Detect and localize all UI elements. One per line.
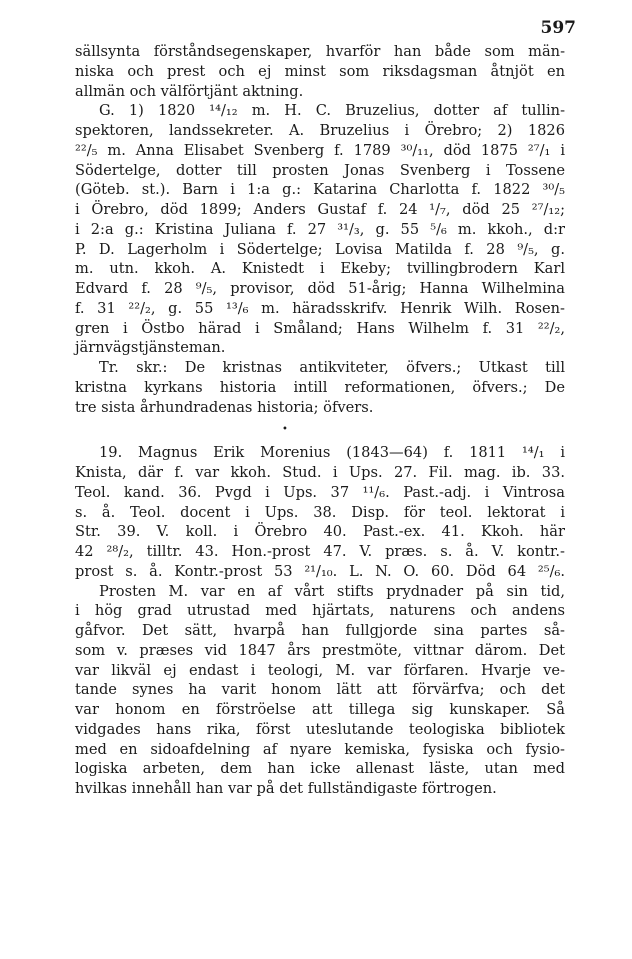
entry-morenius [75,443,565,581]
text-line: 42 ²⁸/₂, tilltr. 43. Hon.-prost 47. V. præs. s. å. V. kontr.- [75,543,565,560]
section-separator [75,417,565,443]
text-line: s. å. Teol. docent i Ups. 38. Disp. för teol. lektorat i [75,503,565,521]
text-line: var likväl ej endast i teologi, M. var förfaren. Hvarje ve- [75,661,565,679]
text-line: gren i Östbo härad i Småland; Hans Wilhelm f. 31 ²²/₂, [75,319,565,337]
text-line: i Örebro, död 1899; Anders Gustaf f. 24 ¹/₇, död 25 ²⁷/₁₂; [75,201,565,218]
text-line: G. 1) 1820 ¹⁴/₁₂ m. H. C. Bruzelius, dotter af tullin- [99,102,565,120]
text-line: prost s. å. Kontr.-prost 53 ²¹/₁₀. L. N. O. 60. Död 64 ²⁵/₆. [75,562,565,580]
page-number: 597 [540,18,576,38]
text-line: som v. præses vid 1847 års prestmöte, vittnar därom. Det [75,641,565,659]
paragraph-writings [75,358,565,417]
text-line: med en sidoafdelning af nyare kemiska, fysiska och fysio- [75,740,565,758]
text-line: Knista, där f. var kkoh. Stud. i Ups. 27. Fil. mag. ib. 33. [75,464,565,481]
text-line: Str. 39. V. koll. i Örebro 40. Past.-ex. 41. Kkoh. här [75,523,565,541]
text-line: i 2:a g.: Kristina Juliana f. 27 ³¹/₃, g. 55 ⁵/₆ m. kkoh., d:r [75,220,565,238]
text-line: logiska arbeten, dem han icke allenast läste, utan med [75,760,565,778]
text-line: tande synes ha varit honom lätt att förvärfva; och det [75,681,565,699]
text-line: Södertelge, dotter till prosten Jonas Svenberg i Tossene [75,161,565,179]
page-text [75,42,565,799]
text-line: allmän och välförtjänt aktning. [75,82,304,100]
text-line: ²²/₅ m. Anna Elisabet Svenberg f. 1789 ³⁰/₁₁, död 1875 ²⁷/₁ i [75,141,565,159]
text-line: (Göteb. st.). Barn i 1:a g.: Katarina Charlotta f. 1822 ³⁰/₅ [75,181,565,199]
text-line: kristna kyrkans historia intill reformationen, öfvers.; De [75,378,565,396]
text-line: m. utn. kkoh. A. Knistedt i Ekeby; tvillingbrodern Karl [75,260,565,278]
text-line: f. 31 ²²/₂, g. 55 ¹³/₆ m. häradsskrifv. Henrik Wilh. Rosen- [75,299,565,317]
paragraph-biography [75,582,565,799]
paragraph-character [75,42,565,101]
text-line: järnvägstjänsteman. [75,339,226,357]
text-line: vidgades hans rika, först uteslutande teologiska bibliotek [75,720,565,738]
text-line: tre sista århundradenas historia; öfvers. [75,398,374,416]
text-line: 19. Magnus Erik Morenius (1843—64) f. 1811 ¹⁴/₁ i [99,444,565,462]
text-line: gåfvor. Det sätt, hvarpå han fullgjorde sina partes så- [75,622,565,639]
paragraph-family [75,101,565,358]
text-line: hvilkas innehåll han var på det fullständigaste förtrogen. [75,780,497,797]
text-line: Edvard f. 28 ⁹/₅, provisor, död 51-årig; Hanna Wilhelmina [75,280,565,297]
text-line: spektoren, landssekreter. A. Bruzelius i Örebro; 2) 1826 [75,122,565,139]
separator-dot: • [282,424,288,436]
text-line: P. D. Lagerholm i Södertelge; Lovisa Matilda f. 28 ⁹/₅, g. [75,240,565,258]
text-line: sällsynta förståndsegenskaper, hvarför han både som män- [75,43,565,60]
text-line: niska och prest och ej minst som riksdagsman åtnjöt en [75,62,565,80]
text-line: var honom en förströelse att tillega sig kunskaper. Så [75,701,565,718]
text-line: Teol. kand. 36. Pvgd i Ups. 37 ¹¹/₆. Past.-adj. i Vintrosa [75,483,565,501]
text-line: i hög grad utrustad med hjärtats, naturens och andens [75,602,565,620]
text-line: Prosten M. var en af vårt stifts prydnader på sin tid, [99,582,565,600]
text-line: Tr. skr.: De kristnas antikviteter, öfvers.; Utkast till [99,359,565,376]
